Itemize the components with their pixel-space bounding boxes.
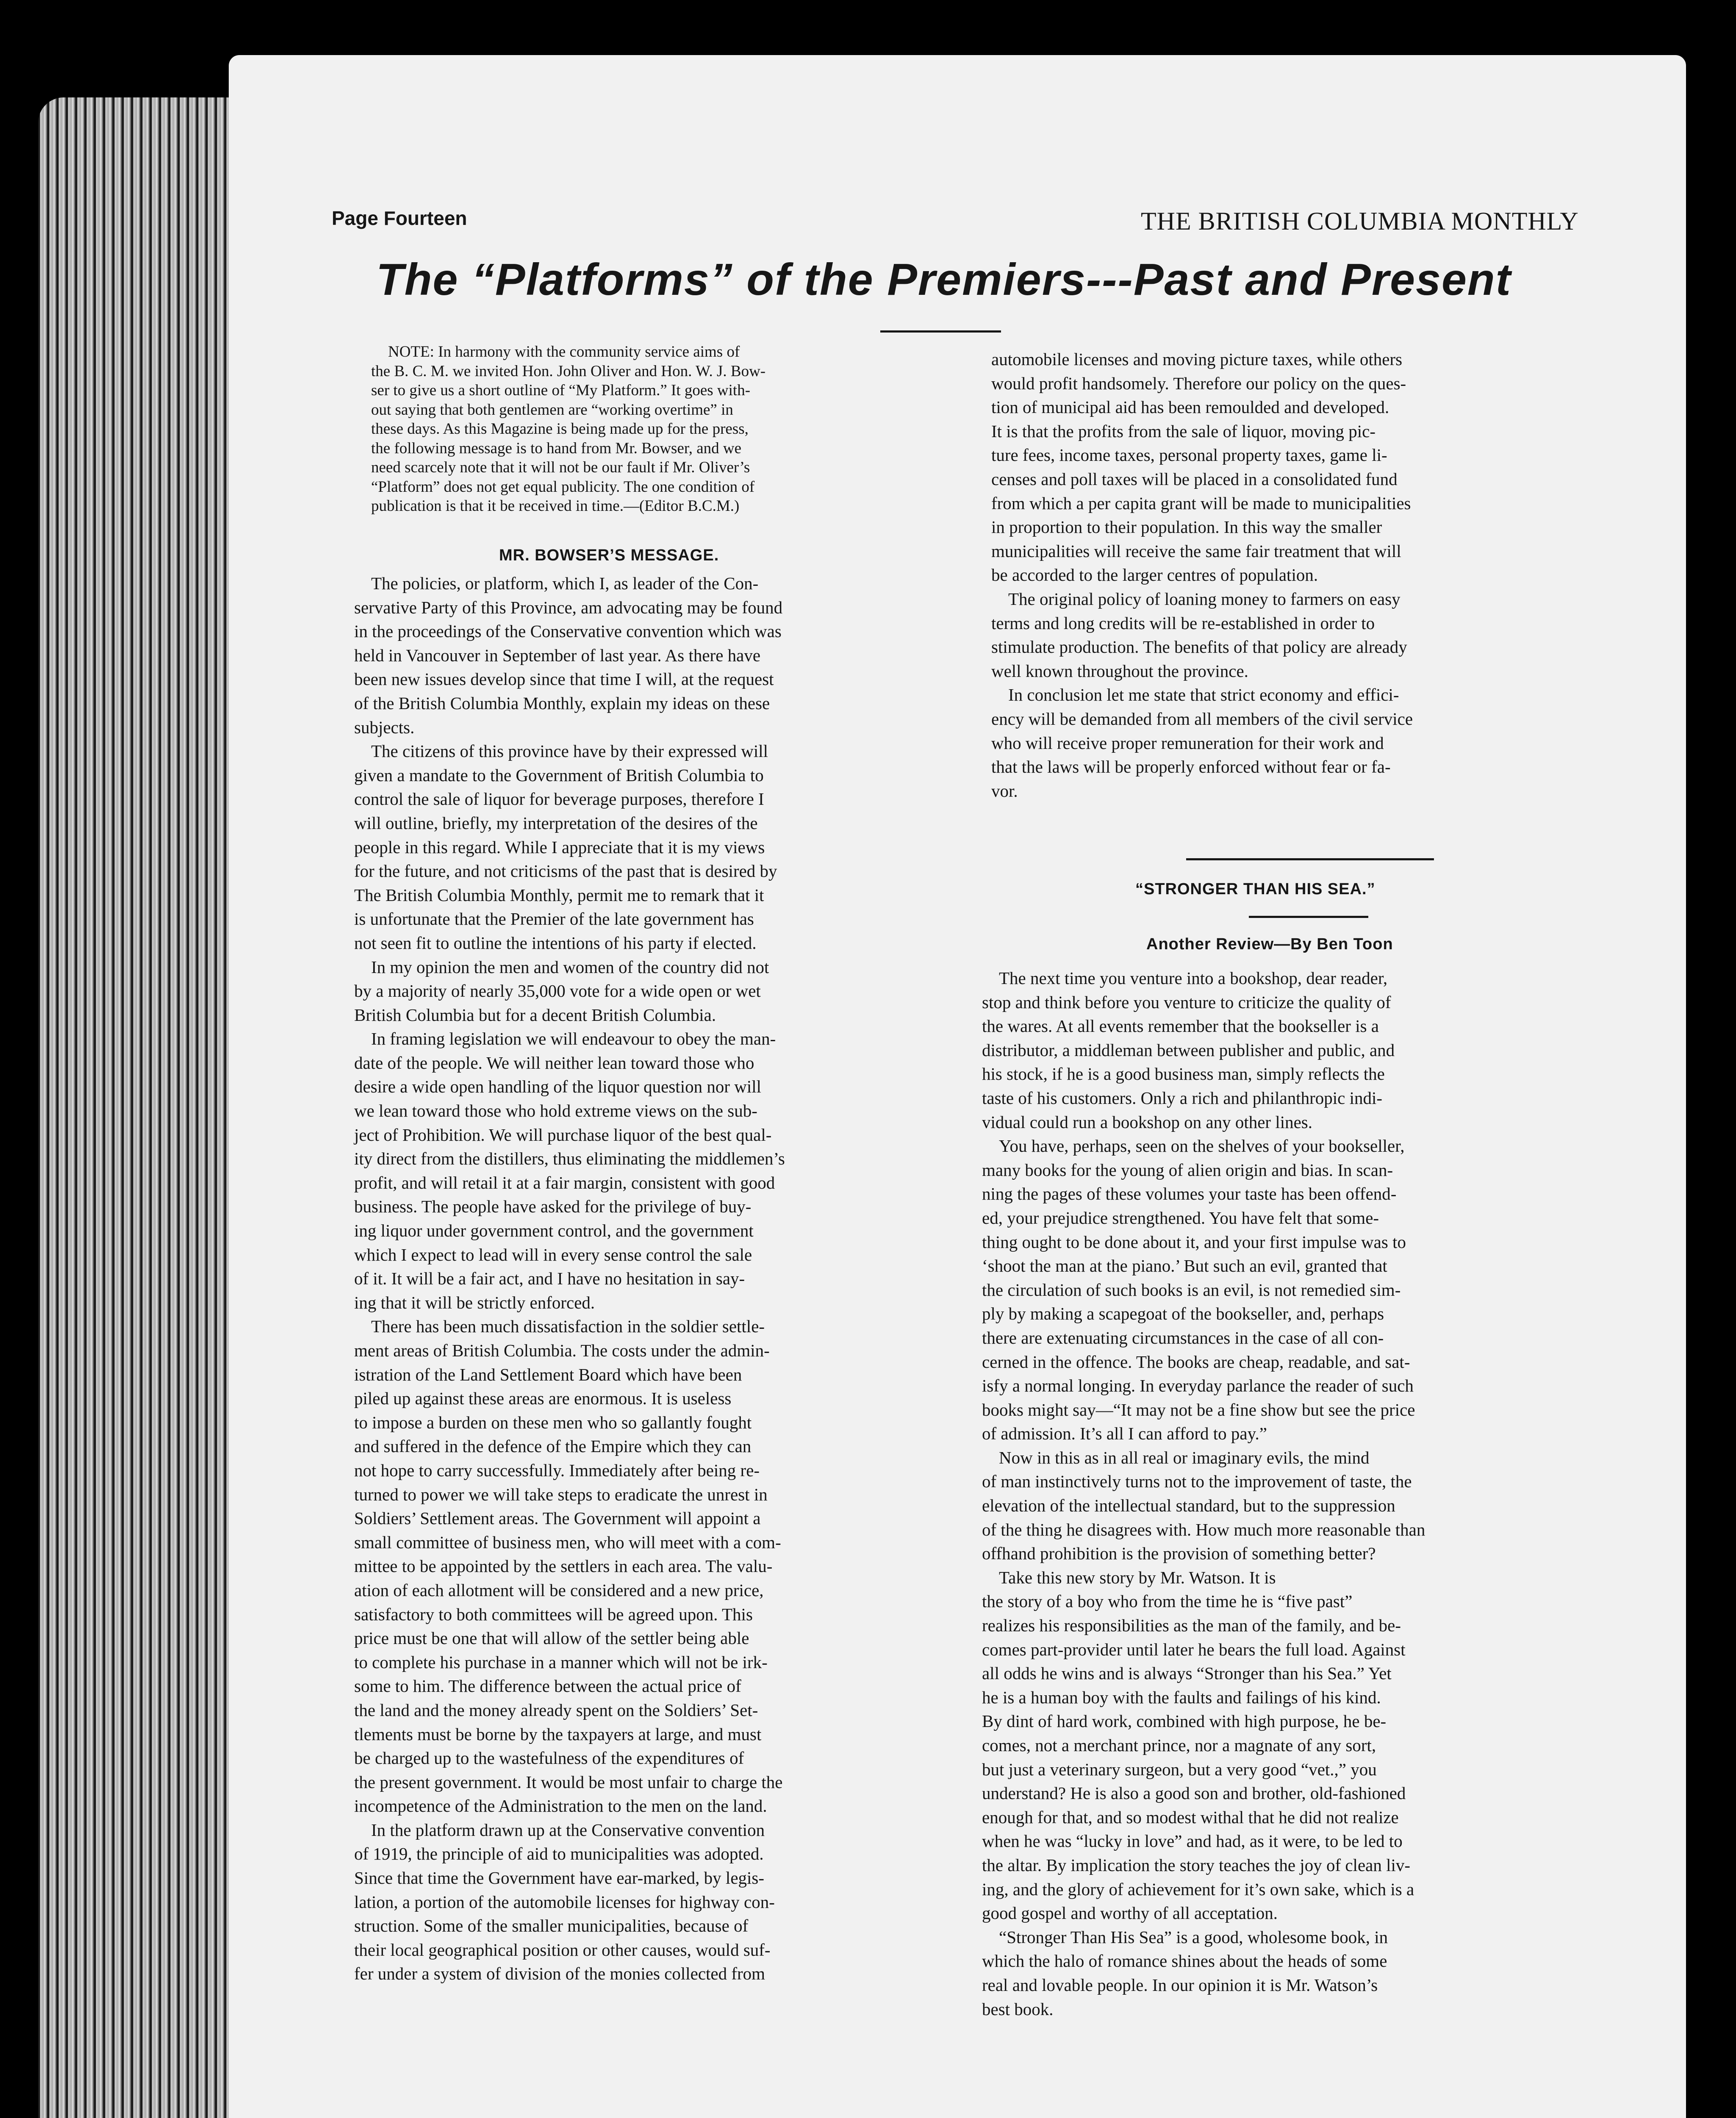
text-line: for the future, and not criticisms of the past that is desired by <box>354 861 777 881</box>
text-line: isfy a normal longing. In everyday parlance the reader of such <box>982 1376 1414 1396</box>
text-line: the B. C. M. we invited Hon. John Oliver and Hon. W. J. Bow- <box>371 362 766 380</box>
text-line: In framing legislation we will endeavour to obey the man- <box>371 1029 776 1049</box>
text-line: ply by making a scapegoat of the bookseller, and, perhaps <box>982 1304 1384 1324</box>
text-line: publication is that it be received in time.—(Editor B.C.M.) <box>371 497 740 515</box>
text-line: the story of a boy who from the time he is “five past” <box>982 1591 1353 1611</box>
text-line: turned to power we will take steps to eradicate the unrest in <box>354 1484 768 1504</box>
text-line: Now in this as in all real or imaginary evils, the mind <box>999 1447 1370 1467</box>
text-line: desire a wide open handling of the liquor question nor will <box>354 1077 762 1097</box>
text-line: There has been much dissatisfaction in the soldier settle- <box>371 1317 765 1336</box>
text-line: comes part-provider until later he bears the full load. Against <box>982 1639 1406 1659</box>
text-line: struction. Some of the smaller municipalities, because of <box>354 1916 749 1936</box>
text-line: realizes his responsibilities as the man of the family, and be- <box>982 1616 1401 1636</box>
text-line: piled up against these areas are enormous. It is useless <box>354 1389 732 1408</box>
text-line: terms and long credits will be re-established in order to <box>991 613 1375 633</box>
text-line: thing ought to be done about it, and your first impulse was to <box>982 1232 1406 1252</box>
text-line: that the laws will be properly enforced without fear or fa- <box>991 757 1391 777</box>
text-line: in the proceedings of the Conservative convention which was <box>354 621 782 641</box>
column-right-body <box>991 347 1413 803</box>
message-heading: MR. BOWSER’S MESSAGE. <box>499 546 719 564</box>
article-title: The “Platforms” of the Premiers---Past and Present <box>376 255 1511 305</box>
text-line: The policies, or platform, which I, as leader of the Con- <box>371 574 759 593</box>
text-line: You have, perhaps, seen on the shelves of your bookseller, <box>999 1136 1405 1156</box>
text-line: to impose a burden on these men who so gallantly fought <box>354 1412 752 1432</box>
text-line: many books for the young of alien origin and bias. In scan- <box>982 1160 1393 1180</box>
text-line: offhand prohibition is the provision of something better? <box>982 1544 1376 1564</box>
text-line: incompetence of the Administration to the men on the land. <box>354 1796 767 1816</box>
text-line: Soldiers’ Settlement areas. The Government will appoint a <box>354 1508 761 1528</box>
text-line: the land and the money already spent on the Soldiers’ Set- <box>354 1700 758 1720</box>
text-line: the circulation of such books is an evil, is not remedied sim- <box>982 1280 1401 1300</box>
text-line: British Columbia but for a decent British Columbia. <box>354 1005 716 1025</box>
review-byline: Another Review—By Ben Toon <box>1146 935 1393 953</box>
text-line: The citizens of this province have by their expressed will <box>371 741 768 761</box>
text-line: ing, and the glory of achievement for it’s own sake, which is a <box>982 1879 1414 1899</box>
text-line: small committee of business men, who will meet with a com- <box>354 1532 781 1552</box>
text-line: NOTE: In harmony with the community service aims of <box>388 343 740 360</box>
text-line: censes and poll taxes will be placed in a consolidated fund <box>991 469 1398 489</box>
text-line: servative Party of this Province, am advocating may be found <box>354 597 783 617</box>
text-line: of man instinctively turns not to the improvement of taste, the <box>982 1472 1412 1491</box>
text-line: out saying that both gentlemen are “working overtime” in <box>371 401 733 419</box>
column-left-body <box>354 571 785 1986</box>
section-divider <box>1186 858 1434 860</box>
text-line: “Stronger Than His Sea” is a good, wholesome book, in <box>999 1927 1388 1947</box>
text-line: The original policy of loaning money to farmers on easy <box>1008 589 1400 609</box>
text-line: we lean toward those who hold extreme views on the sub- <box>354 1101 757 1121</box>
text-line: of 1919, the principle of aid to municipalities was adopted. <box>354 1844 764 1864</box>
text-line: which the halo of romance shines about the heads of some <box>982 1951 1387 1971</box>
text-line: ing liquor under government control, and the government <box>354 1221 754 1241</box>
text-line: not hope to carry successfully. Immediately after being re- <box>354 1460 760 1480</box>
text-line: The next time you venture into a bookshop, dear reader, <box>999 968 1388 988</box>
editor-note <box>371 342 765 516</box>
text-line: would profit handsomely. Therefore our policy on the ques- <box>991 373 1406 393</box>
title-underline <box>880 330 1001 333</box>
text-line: been new issues develop since that time I will, at the request <box>354 669 774 689</box>
review-body <box>982 966 1425 2021</box>
text-line: In my opinion the men and women of the country did not <box>371 957 769 977</box>
text-line: ing that it will be strictly enforced. <box>354 1292 595 1312</box>
text-line: In the platform drawn up at the Conservative convention <box>371 1820 765 1840</box>
text-line: distributor, a middleman between publisher and public, and <box>982 1040 1395 1060</box>
text-line: need scarcely note that it will not be our fault if Mr. Oliver’s <box>371 459 750 476</box>
text-line: control the sale of liquor for beverage purposes, therefore I <box>354 789 764 809</box>
text-line: tlements must be borne by the taxpayers at large, and must <box>354 1724 762 1744</box>
text-line: of the British Columbia Monthly, explain my ideas on these <box>354 693 770 713</box>
text-line: satisfactory to both committees will be agreed upon. This <box>354 1604 753 1624</box>
text-line: Take this new story by Mr. Watson. It is <box>999 1567 1276 1587</box>
text-line: municipalities will receive the same fair treatment that will <box>991 541 1401 561</box>
text-line: automobile licenses and moving picture taxes, while others <box>991 349 1403 369</box>
text-line: people in this regard. While I appreciate that it is my views <box>354 837 765 857</box>
text-line: The British Columbia Monthly, permit me to remark that it <box>354 885 764 905</box>
text-line: there are extenuating circumstances in the case of all con- <box>982 1328 1384 1347</box>
text-line: stimulate production. The benefits of that policy are already <box>991 637 1407 657</box>
review-heading: “STRONGER THAN HIS SEA.” <box>1135 880 1375 898</box>
text-line: will outline, briefly, my interpretation of the desires of the <box>354 813 758 833</box>
text-line: ity direct from the distillers, thus eliminating the middlemen’s <box>354 1149 785 1169</box>
text-line: not seen fit to outline the intentions of his party if elected. <box>354 933 757 953</box>
text-line: real and lovable people. In our opinion it is Mr. Watson’s <box>982 1975 1378 1995</box>
text-line: lation, a portion of the automobile licenses for highway con- <box>354 1892 775 1912</box>
text-line: which I expect to lead will in every sense control the sale <box>354 1245 752 1264</box>
book-page-edges <box>38 97 237 2118</box>
text-line: who will receive proper remuneration for their work and <box>991 733 1384 753</box>
text-line: the wares. At all events remember that the bookseller is a <box>982 1016 1379 1036</box>
text-line: and suffered in the defence of the Empire which they can <box>354 1436 752 1456</box>
text-line: of admission. It’s all I can afford to pay.” <box>982 1424 1267 1444</box>
text-line: Since that time the Government have ear-marked, by legis- <box>354 1868 765 1888</box>
text-line: ed, your prejudice strengthened. You have felt that some- <box>982 1208 1379 1228</box>
text-line: vor. <box>991 781 1018 801</box>
text-line: the following message is to hand from Mr. Bowser, and we <box>371 439 742 457</box>
text-line: vidual could run a bookshop on any other lines. <box>982 1112 1313 1132</box>
text-line: by a majority of nearly 35,000 vote for a wide open or wet <box>354 981 761 1001</box>
text-line: taste of his customers. Only a rich and philanthropic indi- <box>982 1088 1383 1108</box>
text-line: some to him. The difference between the actual price of <box>354 1676 741 1696</box>
text-line: In conclusion let me state that strict economy and effici- <box>1008 685 1399 705</box>
text-line: istration of the Land Settlement Board which have been <box>354 1364 742 1384</box>
text-line: all odds he wins and is always “Stronger than his Sea.” Yet <box>982 1663 1392 1683</box>
text-line: “Platform” does not get equal publicity. The one condition of <box>371 478 755 496</box>
text-line: business. The people have asked for the privilege of buy- <box>354 1197 752 1217</box>
text-line: held in Vancouver in September of last year. As there have <box>354 645 761 665</box>
text-line: books might say—“It may not be a fine show but see the price <box>982 1400 1415 1419</box>
text-line: their local geographical position or other causes, would suf- <box>354 1940 771 1960</box>
text-line: is unfortunate that the Premier of the late government has <box>354 909 754 929</box>
text-line: when he was “lucky in love” and had, as it were, to be led to <box>982 1831 1403 1851</box>
text-line: to complete his purchase in a manner which will not be irk- <box>354 1652 768 1672</box>
text-line: By dint of hard work, combined with high purpose, he be- <box>982 1711 1387 1731</box>
text-line: the present government. It would be most unfair to charge the <box>354 1772 783 1792</box>
review-heading-rule <box>1249 916 1368 918</box>
text-line: the altar. By implication the story teaches the joy of clean liv- <box>982 1855 1411 1875</box>
text-line: be charged up to the wastefulness of the expenditures of <box>354 1748 744 1768</box>
text-line: fer under a system of division of the monies collected from <box>354 1964 765 1984</box>
text-line: ture fees, income taxes, personal property taxes, game li- <box>991 445 1387 465</box>
text-line: in proportion to their population. In this way the smaller <box>991 517 1382 537</box>
text-line: elevation of the intellectual standard, but to the suppression <box>982 1496 1395 1516</box>
text-line: profit, and will retail it at a fair margin, consistent with good <box>354 1173 775 1192</box>
text-line: ment areas of British Columbia. The costs under the admin- <box>354 1341 770 1360</box>
text-line: cerned in the offence. The books are cheap, readable, and sat- <box>982 1352 1410 1372</box>
text-line: he is a human boy with the faults and failings of his kind. <box>982 1687 1381 1707</box>
text-line: comes, not a merchant prince, nor a magnate of any sort, <box>982 1735 1376 1755</box>
text-line: ency will be demanded from all members of the civil service <box>991 709 1413 729</box>
text-line: ning the pages of these volumes your taste has been offend- <box>982 1184 1397 1204</box>
text-line: mittee to be appointed by the settlers in each area. The valu- <box>354 1556 773 1576</box>
text-line: date of the people. We will neither lean toward those who <box>354 1053 754 1073</box>
magazine-running-title: THE BRITISH COLUMBIA MONTHLY <box>1141 207 1579 235</box>
text-line: of it. It will be a fair act, and I have no hesitation in say- <box>354 1269 745 1289</box>
text-line: subjects. <box>354 717 415 737</box>
text-line: from which a per capita grant will be made to municipalities <box>991 493 1411 513</box>
text-line: his stock, if he is a good business man, simply reflects the <box>982 1064 1385 1084</box>
text-line: tion of municipal aid has been remoulded and developed. <box>991 397 1389 417</box>
text-line: understand? He is also a good son and brother, old-fashioned <box>982 1783 1406 1803</box>
text-line: It is that the profits from the sale of liquor, moving pic- <box>991 421 1376 441</box>
text-line: be accorded to the larger centres of population. <box>991 565 1318 585</box>
text-line: but just a veterinary surgeon, but a very good “vet.,” you <box>982 1759 1377 1779</box>
text-line: good gospel and worthy of all acceptation. <box>982 1903 1278 1923</box>
text-line: these days. As this Magazine is being made up for the press, <box>371 420 749 438</box>
text-line: ject of Prohibition. We will purchase liquor of the best qual- <box>354 1125 772 1145</box>
text-line: of the thing he disagrees with. How much more reasonable than <box>982 1519 1425 1539</box>
text-line: enough for that, and so modest withal that he did not realize <box>982 1807 1399 1827</box>
text-line: ‘shoot the man at the piano.’ But such an evil, granted that <box>982 1256 1387 1276</box>
text-line: best book. <box>982 1999 1054 2019</box>
page-number-label: Page Fourteen <box>332 207 467 229</box>
text-line: stop and think before you venture to criticize the quality of <box>982 992 1391 1012</box>
text-line: given a mandate to the Government of British Columbia to <box>354 765 764 785</box>
text-line: ser to give us a short outline of “My Platform.” It goes with- <box>371 382 751 399</box>
text-line: ation of each allotment will be considered and a new price, <box>354 1580 764 1600</box>
text-line: price must be one that will allow of the settler being able <box>354 1628 749 1648</box>
text-line: well known throughout the province. <box>991 661 1248 681</box>
